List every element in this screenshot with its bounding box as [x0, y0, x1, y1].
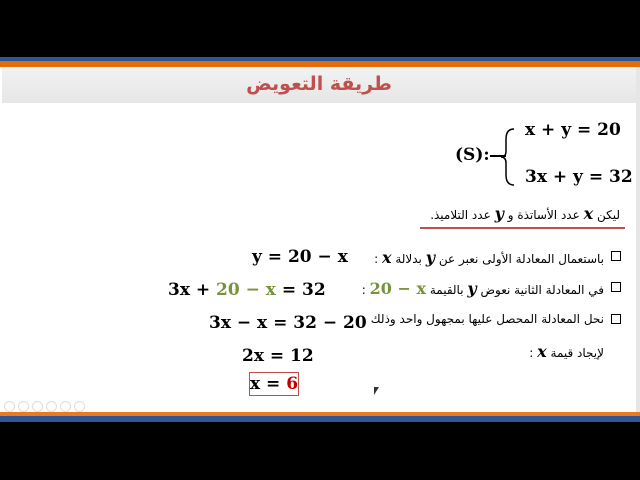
- step-4-var-x: x: [537, 342, 547, 361]
- answer-box: [249, 372, 299, 396]
- step-1-colon: :: [374, 252, 379, 266]
- answer-lhs: x =: [250, 374, 287, 394]
- step-2-mid: بالقيمة: [429, 283, 464, 297]
- step-2-var-y: y: [467, 279, 477, 298]
- step-4-colon: :: [529, 346, 534, 360]
- intro-var-y: y: [494, 204, 504, 223]
- mouse-cursor-icon: [374, 387, 379, 395]
- step-4-label: لإيجاد قيمة: [550, 346, 604, 360]
- step-2-colon: :: [361, 283, 366, 297]
- intro-post: عدد التلاميذ.: [430, 208, 491, 222]
- bottom-blue-bar: [0, 416, 640, 422]
- brace-icon: [500, 127, 520, 187]
- step-2-math: [168, 280, 326, 300]
- zoom-icon[interactable]: [46, 401, 57, 412]
- step-1-var-x: x: [381, 248, 392, 267]
- step-1-var-y: y: [425, 248, 436, 267]
- step-2-text: [362, 279, 604, 298]
- step-2-math-green: 20 − x: [216, 280, 276, 300]
- checkbox-icon: [611, 314, 621, 324]
- system-label: (S):: [455, 145, 490, 165]
- menu-icon[interactable]: [60, 401, 71, 412]
- step-2-math-a: 3x +: [168, 280, 217, 300]
- step-1-text: [374, 248, 604, 267]
- step-1-math: y = 20 − x: [252, 247, 348, 267]
- right-edge-strip: [636, 67, 640, 422]
- step-2-label: في المعادلة الثانية نعوض: [480, 283, 604, 297]
- slide-title: طريقة التعويض: [246, 73, 392, 95]
- slide: [0, 57, 640, 422]
- answer-value: 6: [286, 374, 299, 394]
- step-3-math: 3x − x = 32 − 20: [209, 313, 367, 333]
- checkbox-icon: [611, 282, 621, 292]
- intro-pre: ليكن: [596, 208, 620, 222]
- step-4-text: [529, 342, 604, 361]
- title-band: [2, 67, 636, 103]
- step-2-math-b: = 32: [275, 280, 326, 300]
- step-2-value: 20 − x: [369, 279, 426, 298]
- step-3-text: نحل المعادلة المحصل عليها بمجهول واحد وذلك: [370, 312, 604, 326]
- intro-line: [430, 204, 620, 223]
- step-4-math: 2x = 12: [242, 346, 314, 366]
- next-icon[interactable]: [74, 401, 85, 412]
- step-1-mid: بدلالة: [395, 252, 422, 266]
- prev-icon[interactable]: [4, 401, 15, 412]
- equation-2: 3x + y = 32: [525, 167, 633, 187]
- step-1-label: باستعمال المعادلة الأولى نعبر عن: [438, 252, 604, 266]
- intro-var-x: x: [583, 204, 594, 223]
- red-underline: [420, 227, 625, 229]
- equation-1: x + y = 20: [525, 120, 621, 140]
- pen-icon[interactable]: [18, 401, 29, 412]
- pointer-icon[interactable]: [32, 401, 43, 412]
- player-controls[interactable]: [4, 401, 85, 412]
- checkbox-icon: [611, 251, 621, 261]
- intro-mid: عدد الأساتذة و: [507, 208, 580, 222]
